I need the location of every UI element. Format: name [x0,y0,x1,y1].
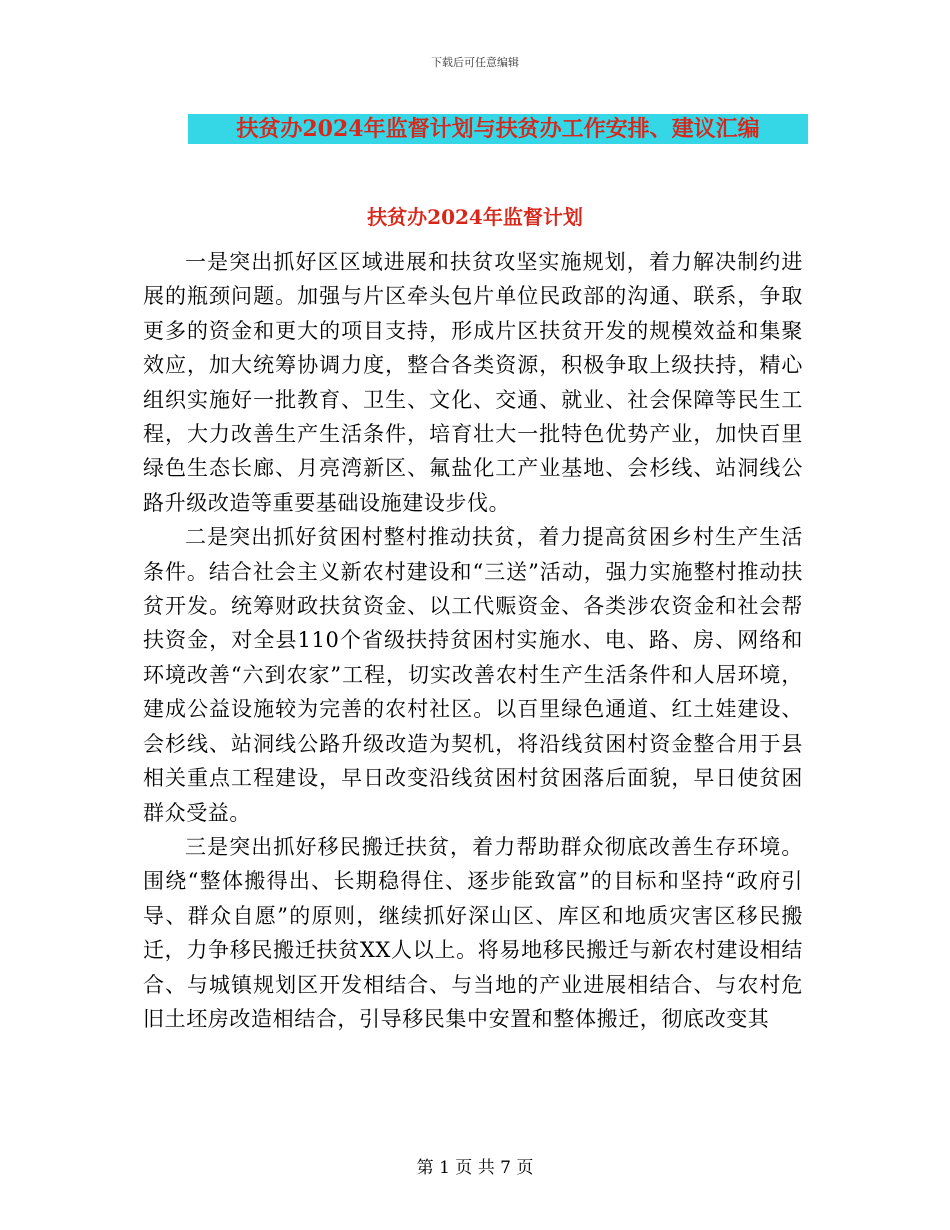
paragraph-2: 二是突出抓好贫困村整村推动扶贫，着力提高贫困乡村生产生活条件。结合社会主义新农村建设和“三送”活动，强力实施整村推动扶贫开发。统筹财政扶贫资金、以工代赈资金、各类涉农资金和社会帮扶资金，对全县110个省级扶持贫困村实施水、电、路、房、网络和环境改善“六到农家”工程，切实改善农村生产生活条件和人居环境，建成公益设施较为完善的农村社区。以百里绿色通道、红土娃建设、会杉线、站洞线公路升级改造为契机，将沿线贫困村资金整合用于县相关重点工程建设，早日改变沿线贫困村贫困落后面貌，早日使贫困群众受益。 [143,525,803,825]
section-title: 扶贫办2024年监督计划 [367,205,583,229]
page-footer: 第 1 页 共 7 页 [416,1158,534,1178]
paragraph-3: 三是突出抓好移民搬迁扶贫，着力帮助群众彻底改善生存环境。围绕“整体搬得出、长期稳得住、逐步能致富”的目标和坚持“政府引导、群众自愿”的原则，继续抓好深山区、库区和地质灾害区移民搬迁，力争移民搬迁扶贫XX人以上。将易地移民搬迁与新农村建设相结合、与城镇规划区开发相结合、与当地的产业进展相结合、与农村危旧土坯房改造相结合，引导移民集中安置和整体搬迁，彻底改变其 [143,834,803,1031]
document-body [143,245,803,1036]
header-note: 下载后可任意编辑 [431,56,519,69]
paragraph-1: 一是突出抓好区区域进展和扶贫攻坚实施规划，着力解决制约进展的瓶颈问题。加强与片区牵头包片单位民政部的沟通、联系，争取更多的资金和更大的项目支持，形成片区扶贫开发的规模效益和集聚效应，加大统筹协调力度，整合各类资源，积极争取上级扶持，精心组织实施好一批教育、卫生、文化、交通、就业、社会保障等民生工程，大力改善生产生活条件，培育壮大一批特色优势产业，加快百里绿色生态长廊、月亮湾新区、氟盐化工产业基地、会杉线、站洞线公路升级改造等重要基础设施建设步伐。 [143,250,803,515]
document-title: 扶贫办2024年监督计划与扶贫办工作安排、建议汇编 [188,114,808,144]
